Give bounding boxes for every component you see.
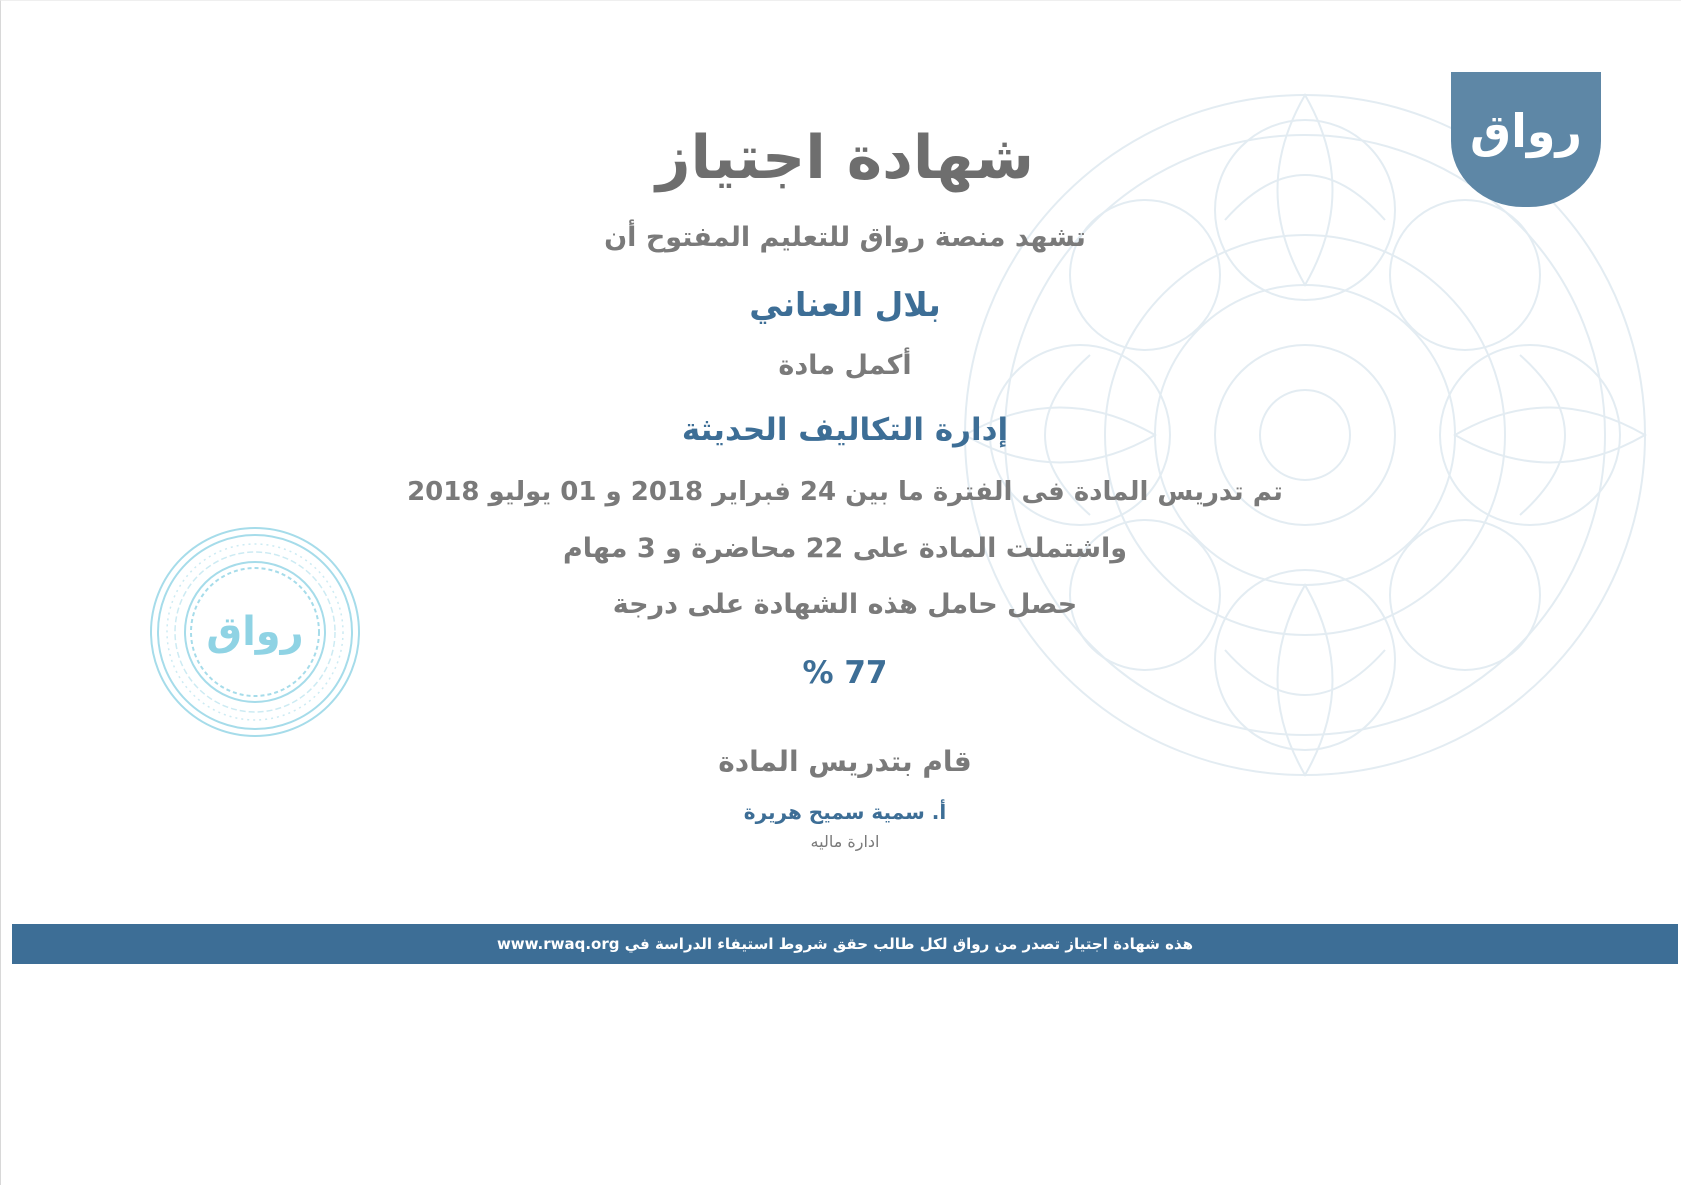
course-name: إدارة التكاليف الحديثة [681,412,1009,448]
logo-text: رواق [1470,103,1582,158]
student-name: بلال العناني [749,285,941,324]
instructor-name: أ. سمية سميح هريرة [743,800,947,824]
course-period: تم تدريس المادة فى الفترة ما بين 24 فبراير 2018 و 01 يوليو 2018 [407,477,1283,507]
certificate-title: شهادة اجتياز [655,123,1035,193]
intro-text: تشهد منصة رواق للتعليم المفتوح أن [604,222,1086,253]
taught-by-label: قام بتدريس المادة [718,745,972,778]
instructor-field: ادارة ماليه [810,832,880,851]
footer-text: هذه شهادة اجتياز تصدر من رواق لكل طالب حقق شروط استيفاء الدراسة في www.rwaq.org [496,935,1194,953]
course-contents: واشتملت المادة على 22 محاضرة و 3 مهام [562,533,1128,564]
grade-value: % 77 [802,655,888,691]
rwaq-logo [1451,72,1601,207]
grade-label: حصل حامل هذه الشهادة على درجة [612,589,1078,620]
completed-label: أكمل مادة [778,350,912,381]
seal-text: رواق [206,609,304,655]
footer-bar [12,924,1678,964]
rwaq-seal [148,525,362,739]
